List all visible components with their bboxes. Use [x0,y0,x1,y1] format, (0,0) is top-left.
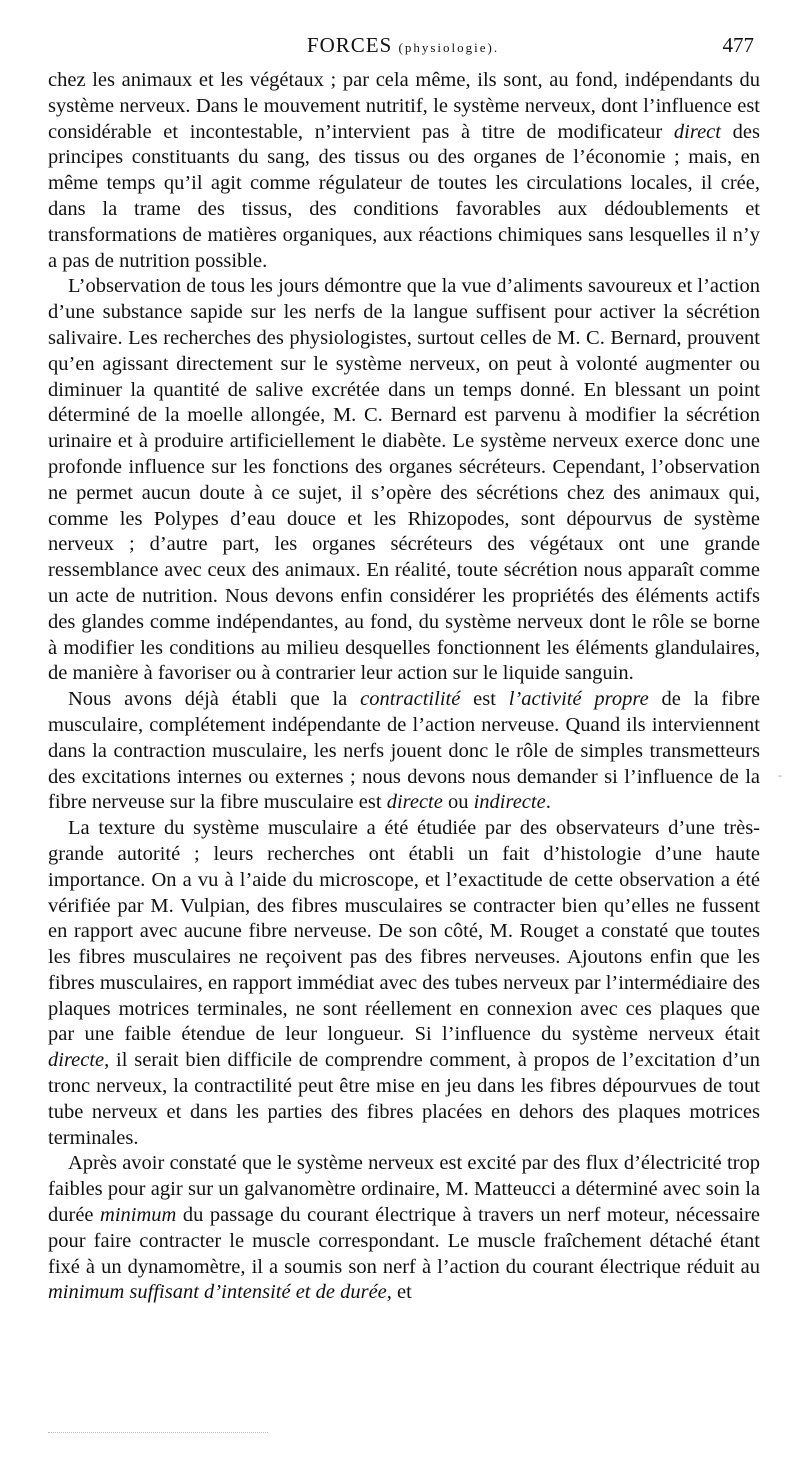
italic-run: direct [673,120,721,143]
page-number: 477 [722,33,754,57]
margin-mark: - [778,768,782,782]
paragraph-1 [48,68,760,274]
italic-run: l’activité propre [508,688,649,711]
paragraph-4 [48,816,760,1151]
text-run: chez les animaux et les végétaux ; par cela même, ils sont, au fond, indépendants du système nerveux. Dans le mouvement nutritif, le système nerveux, dont l’influence est considérable et incontestable, n’intervient pas à titre de modificateur [48,69,760,143]
text-run: Nous avons déjà établi que la [68,688,361,711]
text-run: Après avoir constaté que le système nerveux est excité par des flux d’électricité trop faibles pour agir sur un galvanomètre ordinaire, M. Matteucci a déterminé avec soin la durée [48,1152,760,1227]
body-text [48,68,760,1306]
text-run: L’observation de tous les jours démontre que la vue d’aliments savoureux et l’action d’une substance sapide sur les nerfs de la langue suffisent pour activer la sécrétion salivaire. Les recherches des physiologistes, surtout celles de M. C. Bernard, prouvent qu’en agissant directement sur le système nerveux, on peut à volonté augmenter ou diminuer la quantité de salive excrétée dans un temps donné. En blessant un point déterminé de la moelle allongée, M. C. Bernard est parvenu à modifier la sécrétion urinaire et à produire artificiellement le diabète. Le système nerveux exerce donc une profonde influence sur les fonctions des organes sécréteurs. Cependant, l’observation ne permet aucun doute à ce sujet, il s’opère des sécrétions chez des animaux qui, comme les Polypes d’eau douce et les Rhizopodes, sont dépourvus de système nerveux ; d’autre part, les organes sécréteurs des végétaux ont une grande ressemblance avec ceux des animaux. En réalité, toute sécrétion nous apparaît comme un acte de nutrition. Nous devons enfin considérer les propriétés des éléments actifs des glandes comme indépendantes, au fond, du système nerveux dont le rôle se borne à modifier les conditions au milieu desquelles fonctionnent les éléments glandulaires, de manière à favoriser ou à contrarier leur action sur le liquide sanguin. [48,275,760,685]
running-title [48,30,758,63]
running-title-main: FORCES [306,33,393,57]
footer-rule [48,1432,268,1433]
running-head [48,30,758,60]
italic-run: contractilité [360,688,461,711]
text-run: , et [386,1281,412,1304]
paragraph-2 [48,274,760,687]
text-run: ou [442,791,474,814]
text-run: La texture du système musculaire a été étudiée par des observateurs d’une très-grande autorité ; leurs recherches ont établi un fait d’histologie d’une haute importance. On a vu à l’aide du microscope, et l’exactitude de cette observation a été vérifiée par M. Vulpian, des fibres musculaires se contracter bien qu’elles ne fussent en rapport avec aucune fibre nerveuse. De son côté, M. Rouget a constaté que toutes les fibres musculaires ne reçoivent pas des fibres nerveuses. Ajoutons enfin que les fibres musculaires, en rapport immédiat avec des tubes nerveux par l’intermédiaire des plaques motrices terminales, ne sont réellement en connexion avec ces plaques que par une faible étendue de leur longueur. Si l’influence du système nerveux était [48,817,760,1046]
text-run: de la fibre musculaire, complétement indépendante de l’action nerveuse. Quand ils interviennent dans la contraction musculaire, les nerfs jouent donc le rôle de simples transmetteurs des excitations internes ou externes ; nous devons nous demander si l’influence de la fibre nerveuse sur la fibre musculaire est [48,688,761,814]
paragraph-5 [48,1151,760,1306]
italic-run: directe [48,1049,105,1072]
text-run: , il serait bien difficile de comprendre comment, à propos de l’excitation d’un tronc nerveux, la contractilité peut être mise en jeu dans les fibres dépourvues de tout tube nerveux et dans les parties des fibres placées en dehors des plaques motrices terminales. [48,1049,760,1149]
italic-run: minimum suffisant d’intensité et de durée [48,1281,387,1304]
text-run: des principes constituants du sang, des tissus ou des organes de l’économie ; mais, en même temps qu’il agit comme régulateur de toutes les circulations locales, il crée, dans la trame des tissus, des conditions favorables aux dédoublements et transformations de matières organiques, aux réactions chimiques sans lesquelles il n’y a pas de nutrition possible. [48,120,760,272]
running-title-sub: (physiologie). [398,40,500,55]
text-run: du passage du courant électrique à travers un nerf moteur, nécessaire pour faire contracter le muscle correspondant. Le muscle fraîchement détaché étant fixé à un dynamomètre, il a soumis son nerf à l’action du courant électrique réduit au [48,1204,761,1278]
paragraph-3 [48,687,760,816]
italic-run: indirecte [473,791,546,814]
text-run: est [460,688,509,711]
italic-run: minimum [100,1204,177,1227]
italic-run: directe [386,791,443,814]
text-run: . [545,791,551,814]
